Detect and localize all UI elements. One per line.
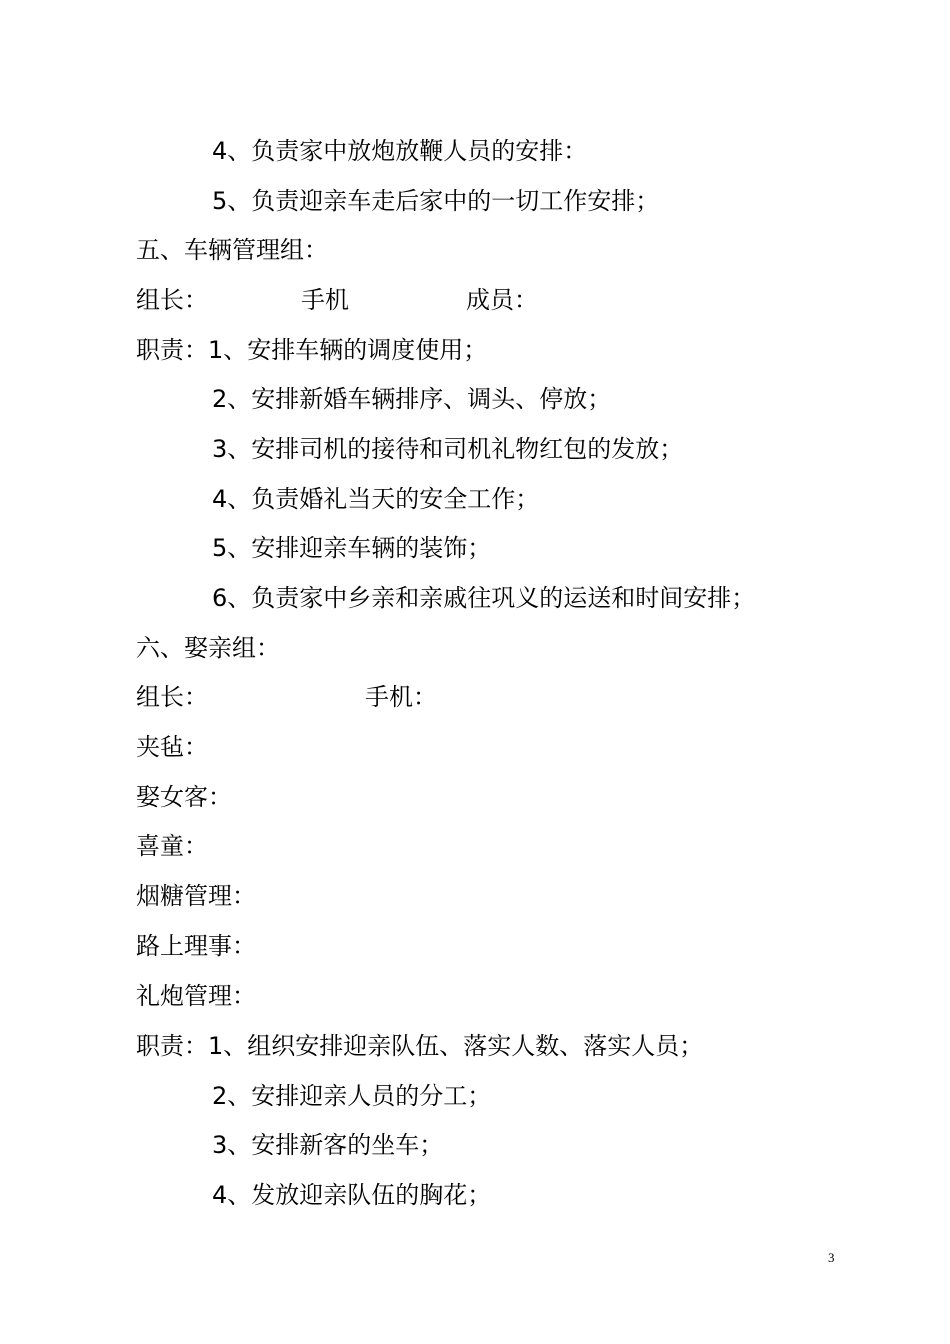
wedding-leader-label: 组长： [136,683,208,711]
vehicle-phone-label: 手机 [301,286,349,314]
wedding-duty-item-4: 4、发放迎亲队伍的胸花； [212,1181,492,1209]
vehicle-duty-item-5: 5、安排迎亲车辆的装饰； [212,534,492,562]
vehicle-duty-item-4: 4、负责婚礼当天的安全工作； [212,485,540,513]
wedding-group-roster-row [136,682,536,712]
vehicle-duty-item-3: 3、安排司机的接待和司机礼物红包的发放； [212,435,684,463]
page-number: 3 [828,1250,835,1265]
vehicle-group-roster-row [136,285,636,315]
duty-item-5-home-work: 5、负责迎亲车走后家中的一切工作安排； [212,187,660,215]
duty-item-4-firecrackers: 4、负责家中放炮放鞭人员的安排： [212,137,588,165]
section-heading-wedding-group: 六、娶亲组： [136,634,280,662]
section-heading-vehicle-group: 五、车辆管理组： [136,236,328,264]
role-salute-firecracker-manager: 礼炮管理： [136,982,256,1010]
vehicle-duty-item-2: 2、安排新婚车辆排序、调头、停放； [212,385,612,413]
role-candy-tobacco-manager: 烟糖管理： [136,882,256,910]
role-road-affairs: 路上理事： [136,932,256,960]
role-bride-escort: 娶女客： [136,783,232,811]
vehicle-leader-label: 组长： [136,286,208,314]
wedding-phone-label: 手机： [365,683,437,711]
role-flower-child: 喜童： [136,832,208,860]
role-felt-holder: 夹毡： [136,733,208,761]
vehicle-duty-item-1: 职责：1、安排车辆的调度使用； [136,336,488,364]
vehicle-members-label: 成员： [466,286,538,314]
wedding-duty-item-1: 职责：1、组织安排迎亲队伍、落实人数、落实人员； [136,1032,704,1060]
vehicle-duty-item-6: 6、负责家中乡亲和亲戚往巩义的运送和时间安排； [212,584,756,612]
wedding-duty-item-2: 2、安排迎亲人员的分工； [212,1082,492,1110]
wedding-duty-item-3: 3、安排新客的坐车； [212,1131,444,1159]
